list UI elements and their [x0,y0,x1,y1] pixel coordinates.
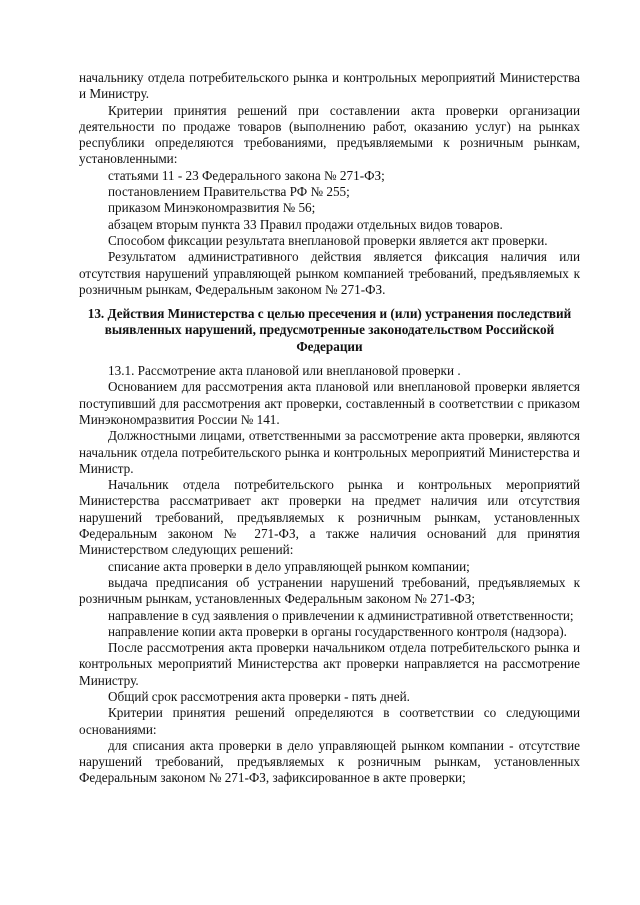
subsection-title: 13.1. Рассмотрение акта плановой или внеплановой проверки . [108,363,461,379]
section-heading: 13. Действия Министерства с целью пресечения и (или) устранения последствий выявленных нарушений, предусмотренные законодательством Российской Федерации [87,306,572,354]
paragraph: для списания акта проверки в дело управляющей рынком компании - отсутствие нарушений требований, предъявляемых к розничным рынкам, установленных Федеральным законом № 271-ФЗ, зафиксированное в акте проверки; [79,737,580,786]
list-item: направление в суд заявления о привлечении к административной ответственности; [108,607,574,623]
paragraph: начальнику отдела потребительского рынка и контрольных мероприятий Министерства и Министру. [79,70,580,102]
list-item: списание акта проверки в дело управляющей рынком компании; [108,558,470,574]
list-item: абзацем вторым пункта 33 Правил продажи отдельных видов товаров. [108,216,503,232]
paragraph: Основанием для рассмотрения акта плановой или внеплановой проверки является поступивший для рассмотрения акт проверки, составленный в соответствии с приказом Минэкономразвития России № 141. [79,379,580,427]
paragraph: Начальник отдела потребительского рынка и контрольных мероприятий Министерства рассматривает акт проверки на предмет наличия или отсутствия нарушений требований, предъявляемых к розничным рынкам, установленных Федеральным законом № 271-ФЗ, а также наличия оснований для принятия Министерством следующих решений: [79,477,580,558]
paragraph: Должностными лицами, ответственными за рассмотрение акта проверки, являются начальник отдела потребительского рынка и контрольных мероприятий Министерства и Министр. [79,428,580,476]
paragraph: После рассмотрения акта проверки начальником отдела потребительского рынка и контрольных мероприятий Министерства акт проверки направляется на рассмотрение Министру. [79,640,580,688]
paragraph: Результатом административного действия является фиксация наличия или отсутствия нарушений управляющей рынком компанией требований, предъявляемых к розничным рынкам, Федеральным законом № 271-ФЗ. [79,249,580,297]
paragraph: Критерии принятия решений при составлении акта проверки организации деятельности по продаже товаров (выполнению работ, оказанию услуг) на рынках республики определяются требованиями, предъявляемыми к розничным рынкам, установленными: [79,102,580,167]
list-item: направление копии акта проверки в органы государственного контроля (надзора). [108,623,567,639]
list-item: статьями 11 - 23 Федерального закона № 271-ФЗ; [108,167,385,183]
list-item: выдача предписания об устранении нарушений требований, предъявляемых к розничным рынкам, установленных Федеральным законом № 271-ФЗ; [79,574,580,607]
paragraph: Способом фиксации результата внеплановой проверки является акт проверки. [108,232,548,248]
list-item: постановлением Правительства РФ № 255; [108,184,350,200]
paragraph: Критерии принятия решений определяются в соответствии со следующими основаниями: [79,705,580,737]
list-item: приказом Минэкономразвития № 56; [108,200,316,216]
paragraph: Общий срок рассмотрения акта проверки - пять дней. [108,688,410,704]
